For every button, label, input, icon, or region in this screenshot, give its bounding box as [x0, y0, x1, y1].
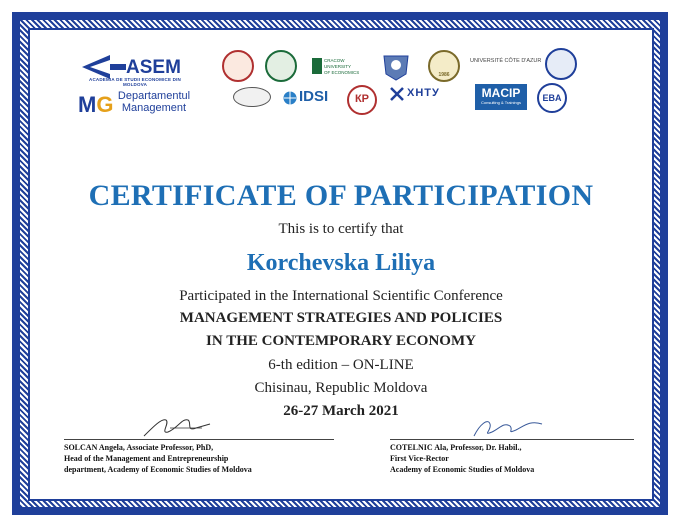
right-handwritten-signature [470, 416, 550, 440]
partner-logo-crest [378, 48, 414, 84]
left-signer-role: Head of the Management and Entrepreneurship [64, 454, 229, 463]
idsi-text: IDSI [299, 88, 329, 105]
partner-logo-khnteu [390, 87, 466, 107]
left-signer-org: department, Academy of Economic Studies of Moldova [64, 465, 252, 474]
participation-line: Participated in the International Scientific Conference [179, 288, 503, 304]
khnteu-text: ХНТУ [407, 87, 440, 99]
idsi-globe-icon [283, 90, 297, 106]
partner-logo-kp: КР [347, 85, 377, 115]
partner-logo-cote-dazur: UNIVERSITÉ CÔTE D'AZUR [470, 58, 542, 64]
mg-logo-letters: MG [78, 92, 114, 117]
left-signature-block [64, 439, 334, 475]
right-signer-org: Academy of Economic Studies of Moldova [390, 465, 535, 474]
right-signer-name: COTELNIC Ala, Professor, Dr. Habil., [390, 443, 522, 452]
partner-logo-cracow [310, 50, 360, 82]
khnteu-emblem-icon [390, 87, 404, 101]
edition-line: 6-th edition – ON-LINE [268, 357, 414, 373]
partner-logo-idsi [283, 88, 341, 108]
right-signature-block [390, 439, 634, 475]
location-line: Chisinau, Republic Moldova [254, 380, 428, 396]
asem-logo-text: ASEM [126, 57, 181, 78]
mg-logo [78, 88, 208, 116]
conference-title-line1: MANAGEMENT STRATEGIES AND POLICIES [179, 310, 503, 326]
eba-text: EBA [542, 93, 562, 103]
mg-logo-text: Departamentul Management [117, 90, 191, 114]
svg-text:UNIVERSITY: UNIVERSITY [324, 64, 352, 69]
right-signer-role: First Vice-Rector [390, 454, 449, 463]
partner-logo-eba [537, 83, 567, 113]
macip-subtext: Consulting & Trainings [480, 100, 522, 105]
asem-logo [80, 50, 190, 80]
participant-name: Korchevska Liliya [246, 250, 436, 276]
partner-logo-macip [475, 84, 527, 110]
certify-line: This is to certify that [278, 221, 404, 237]
left-handwritten-signature [140, 414, 220, 440]
certificate-content [30, 30, 652, 499]
partner-logo-1986 [428, 50, 460, 82]
asem-emblem-icon [80, 50, 190, 80]
asem-subtitle: ACADEMIA DE STUDII ECONOMICE DIN MOLDOVA [89, 77, 181, 87]
macip-text: MACIP [481, 86, 521, 100]
svg-text:OF ECONOMICS: OF ECONOMICS [324, 70, 360, 75]
year-1986-text: 1986 [438, 72, 450, 78]
partner-logo-1 [222, 50, 254, 82]
partner-logo-seal [545, 48, 577, 80]
partner-logo-2 [265, 50, 297, 82]
certificate-title: CERTIFICATE OF PARTICIPATION [88, 179, 594, 212]
conference-title-line2: IN THE CONTEMPORARY ECONOMY [206, 333, 476, 349]
left-signer-name: SOLCAN Angela, Associate Professor, PhD, [64, 443, 214, 452]
svg-text:CRACOW: CRACOW [324, 58, 345, 63]
dates-line: 26-27 March 2021 [283, 403, 399, 419]
partner-logo-oval [233, 87, 271, 107]
